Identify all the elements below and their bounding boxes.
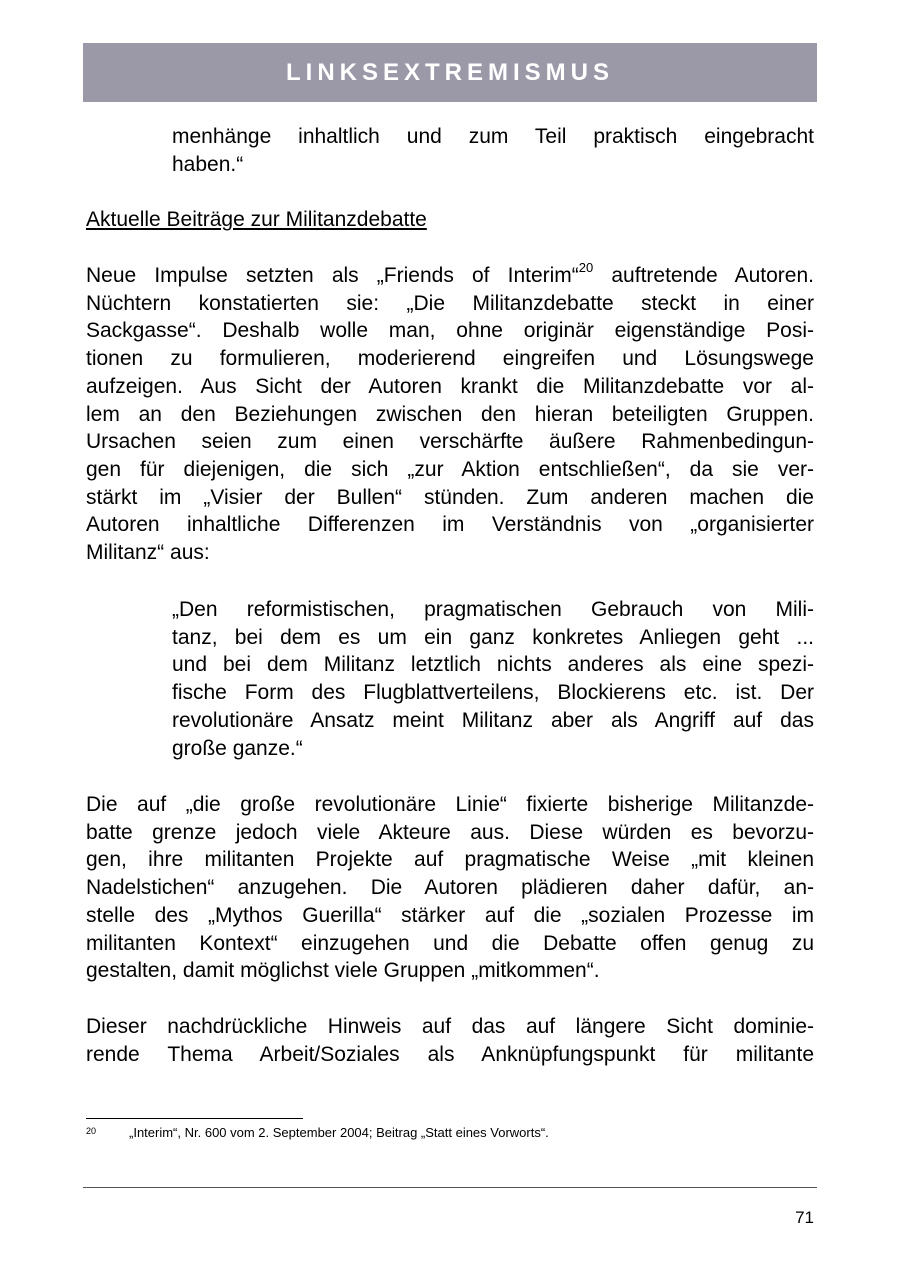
paragraph-text: auftretende Autoren. xyxy=(593,264,814,287)
paragraph-line: Sackgasse“. Deshalb wolle man, ohne originär eigenständige Posi- xyxy=(86,319,814,343)
paragraph-line: gestalten, damit möglichst viele Gruppen „mitkommen“. xyxy=(86,959,600,983)
footnote-separator xyxy=(86,1118,303,1119)
footnote-reference[interactable]: 20 xyxy=(578,260,594,275)
page-number: 71 xyxy=(795,1208,814,1227)
paragraph-line: lem an den Beziehungen zwischen den hieran beteiligten Gruppen. xyxy=(86,402,814,426)
paragraph-1 xyxy=(86,262,814,567)
paragraph-line: batte grenze jedoch viele Akteure aus. Diese würden es bevorzu- xyxy=(86,820,814,844)
blockquote-line: tanz, bei dem es um ein ganz konkretes Anliegen geht ... xyxy=(172,625,814,649)
paragraph-line: gen, ihre militanten Projekte auf pragmatische Weise „mit kleinen xyxy=(86,848,814,872)
header-title: LINKSEXTREMISMUS xyxy=(285,58,614,86)
paragraph-line: Die auf „die große revolutionäre Linie“ fixierte bisherige Militanzde- xyxy=(86,793,814,816)
paragraph-line: rende Thema Arbeit/Soziales als Anknüpfungspunkt für militante xyxy=(86,1042,814,1066)
paragraph-2 xyxy=(86,791,814,985)
section-heading: Aktuelle Beiträge zur Militanzdebatte xyxy=(86,208,427,231)
paragraph-line: aufzeigen. Aus Sicht der Autoren krankt die Militanzdebatte vor al- xyxy=(86,374,814,398)
quote-continuation xyxy=(172,123,814,178)
paragraph-line: Ursachen seien zum einen verschärfte äußere Rahmenbedingun- xyxy=(86,430,814,454)
footnote-number: 20 xyxy=(86,1126,97,1136)
paragraph-text: Neue Impulse setzten als „Friends of Interim“ xyxy=(86,264,579,287)
blockquote-line: und bei dem Militanz letztlich nichts anderes als eine spezi- xyxy=(172,653,814,677)
paragraph-line: Nüchtern konstatierten sie: „Die Militanzdebatte steckt in einer xyxy=(86,291,814,315)
blockquote-line: große ganze.“ xyxy=(172,736,303,760)
paragraph-line: stärkt im „Visier der Bullen“ stünden. Zum anderen machen die xyxy=(86,485,814,509)
paragraph-line: Dieser nachdrückliche Hinweis auf das auf längere Sicht dominie- xyxy=(86,1015,814,1038)
blockquote xyxy=(172,596,814,762)
quote-continuation-line: haben.“ xyxy=(172,152,244,176)
blockquote-line: „Den reformistischen, pragmatischen Gebrauch von Mili- xyxy=(172,598,814,621)
paragraph-3 xyxy=(86,1013,814,1068)
footer-divider xyxy=(83,1187,817,1188)
footnote-text: „Interim“, Nr. 600 vom 2. September 2004; Beitrag „Statt eines Vorworts“. xyxy=(129,1125,549,1140)
blockquote-line: fische Form des Flugblattverteilens, Blockierens etc. ist. Der xyxy=(172,681,814,705)
paragraph-line: Nadelstichen“ anzugehen. Die Autoren plädieren daher dafür, an- xyxy=(86,876,814,900)
quote-continuation-line: menhänge inhaltlich und zum Teil praktisch eingebracht xyxy=(172,125,814,148)
paragraph-line: militanten Kontext“ einzugehen und die Debatte offen genug zu xyxy=(86,931,814,955)
paragraph-line xyxy=(86,262,814,290)
running-header xyxy=(83,43,817,102)
paragraph-line: gen für diejenigen, die sich „zur Aktion entschließen“, da sie ver- xyxy=(86,457,814,481)
paragraph-line: Autoren inhaltliche Differenzen im Verständnis von „organisierter xyxy=(86,513,814,537)
paragraph-line: stelle des „Mythos Guerilla“ stärker auf die „sozialen Prozesse im xyxy=(86,903,814,927)
blockquote-line: revolutionäre Ansatz meint Militanz aber als Angriff auf das xyxy=(172,708,814,732)
paragraph-line: Militanz“ aus: xyxy=(86,541,210,565)
paragraph-line: tionen zu formulieren, moderierend eingreifen und Lösungswege xyxy=(86,347,814,371)
